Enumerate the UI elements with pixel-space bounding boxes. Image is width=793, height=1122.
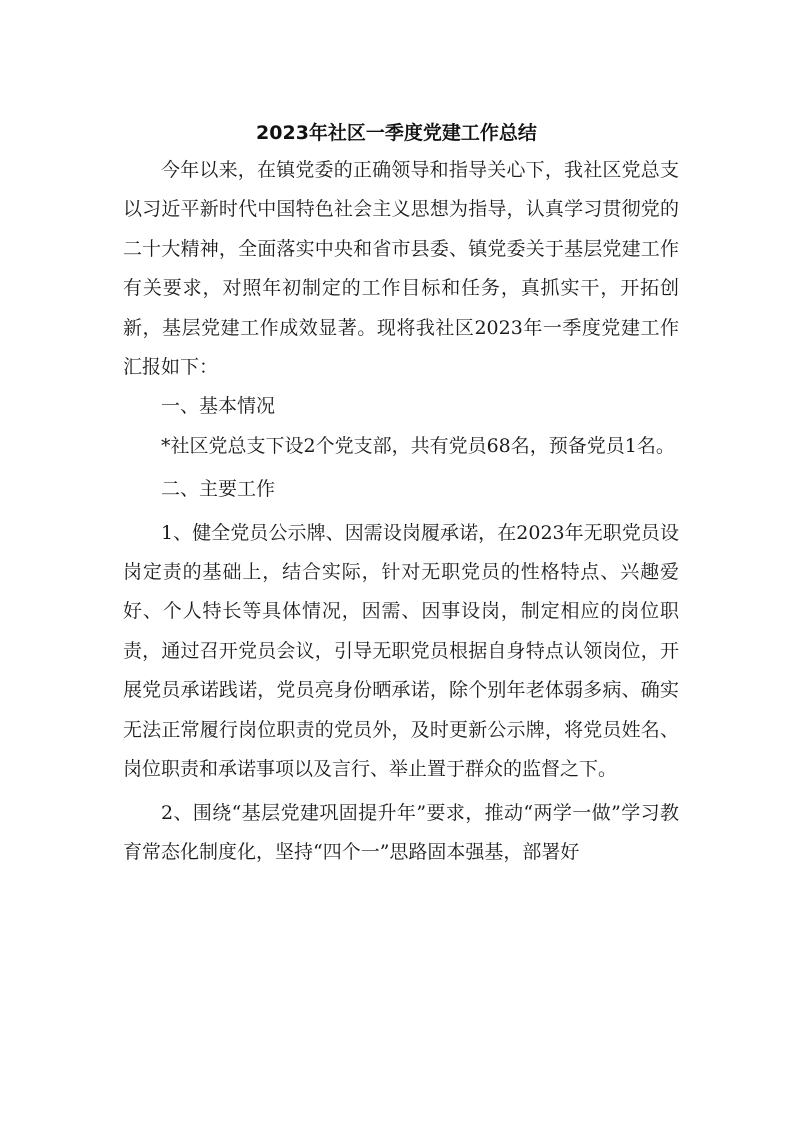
basic-situation-paragraph: *社区党总支下设2个党支部，共有党员68名，预备党员1名。 <box>161 434 675 457</box>
main-work-item-1: 1、健全党员公示牌、因需设岗履承诺，在2023年无职党员设岗定责的基础上，结合实际，针对无职党员的性格特点、兴趣爱好、个人特长等具体情况，因需、因事设岗，制定相应的岗位职责，通过召开党员会议，引导无职党员根据自身特点认领岗位，开展党员承诺践诺，党员亮身份晒承诺，除个别年老体弱多病、确实无法正常履行岗位职责的党员外，及时更新公示牌，将党员姓名、岗位职责和承诺事项以及言行、举止置于群众的监督之下。 <box>123 521 679 781</box>
document-body <box>123 143 679 872</box>
section-heading-basic-situation: 一、基本情况 <box>161 395 276 418</box>
intro-paragraph: 今年以来，在镇党委的正确领导和指导关心下，我社区党总支以习近平新时代中国特色社会主义思想为指导，认真学习贯彻党的二十大精神，全面落实中央和省市县委、镇党委关于基层党建工作有关要求，对照年初制定的工作目标和任务，真抓实干，开拓创新，基层党建工作成效显著。现将我社区2023年一季度党建工作汇报如下： <box>123 159 679 379</box>
main-work-item-2: 2、围绕“基层党建巩固提升年”要求，推动“两学一做”学习教育常态化制度化，坚持“四个一”思路固本强基，部署好 <box>123 801 679 863</box>
document-title: 2023年社区一季度党建工作总结 <box>256 122 537 144</box>
section-heading-main-work: 二、主要工作 <box>161 478 276 501</box>
